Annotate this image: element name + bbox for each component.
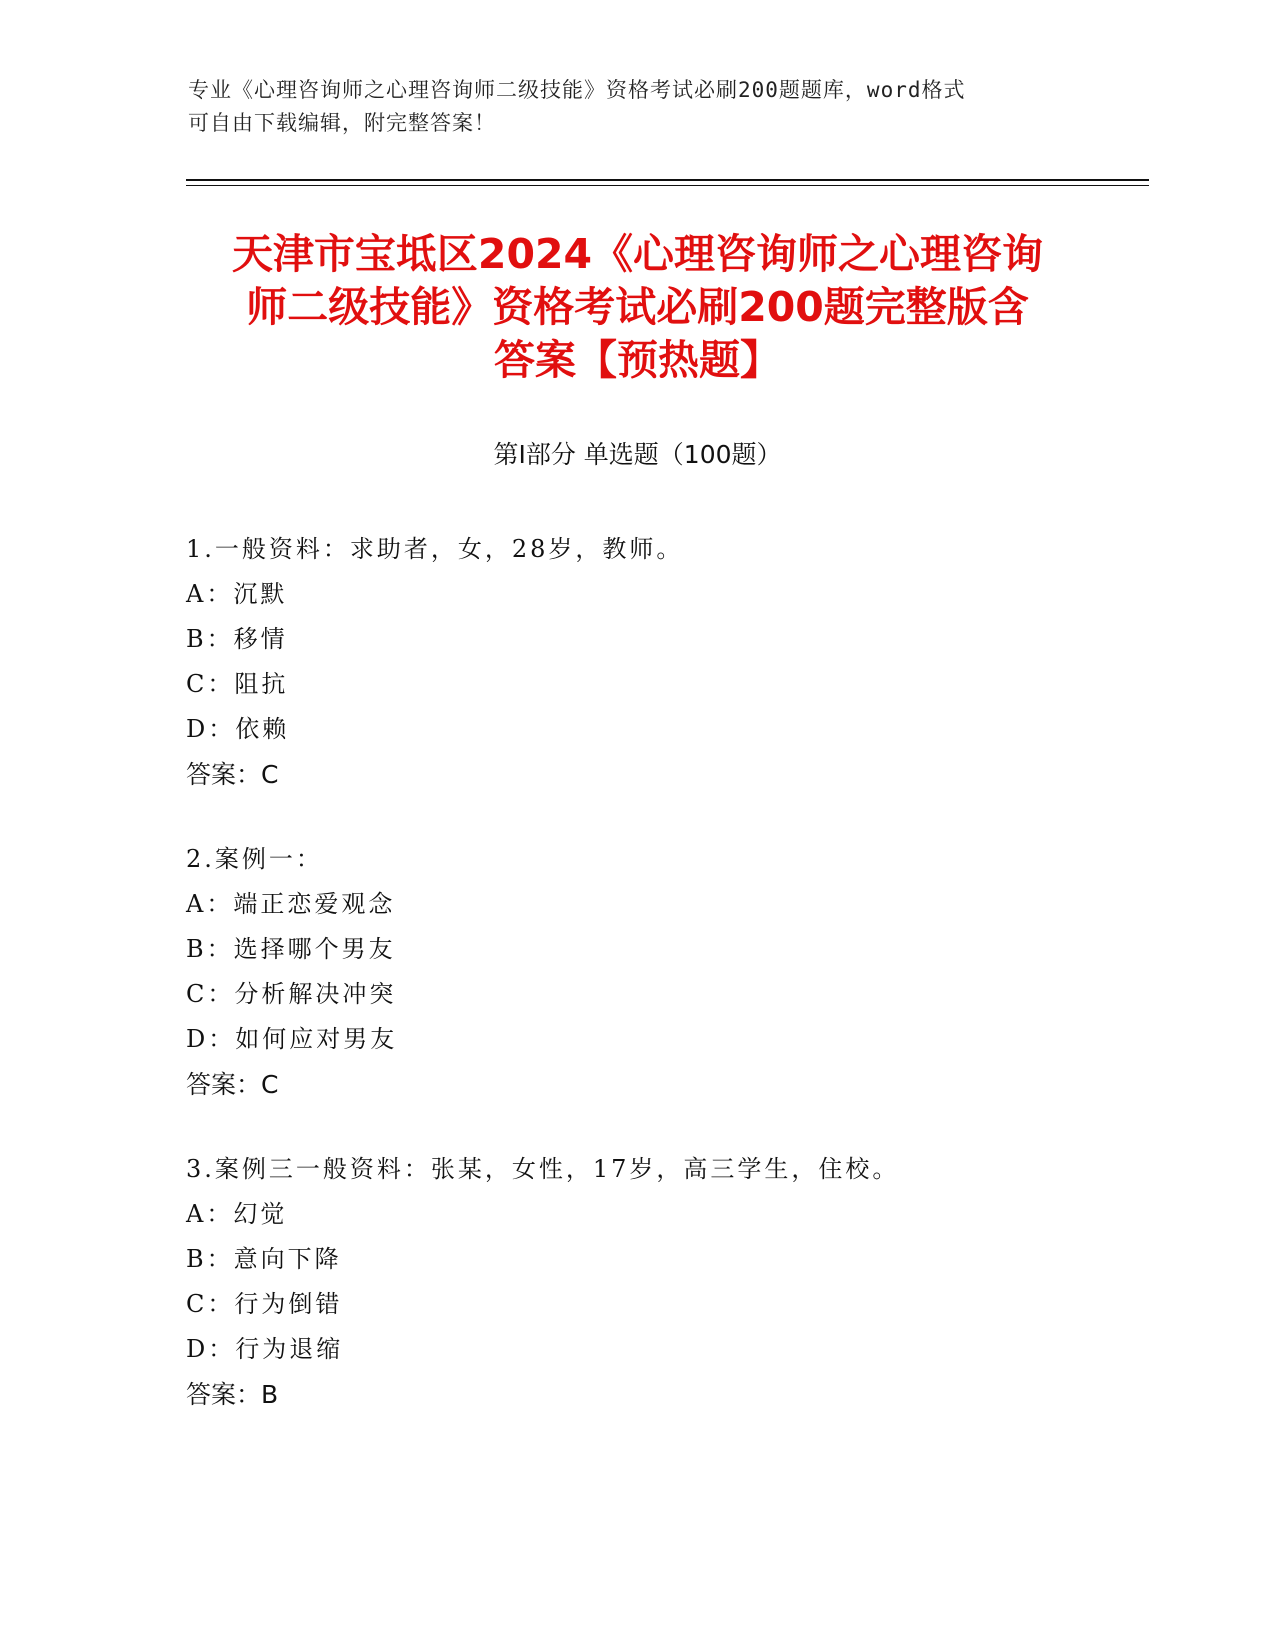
question-2 xyxy=(186,837,1146,1107)
header-note-line-2: 可自由下载编辑，附完整答案！ xyxy=(188,111,496,135)
question-1 xyxy=(186,527,1146,797)
question-stem: 1.一般资料：求助者，女，28岁，教师。 xyxy=(186,535,684,563)
header-note xyxy=(188,74,1088,140)
option-a: A：端正恋爱观念 xyxy=(186,890,396,918)
option-a: A：幻觉 xyxy=(186,1200,288,1228)
option-c: C：分析解决冲突 xyxy=(186,980,397,1008)
option-c: C：行为倒错 xyxy=(186,1290,343,1318)
header-divider-thin xyxy=(186,185,1149,186)
answer: 答案：B xyxy=(186,1380,279,1409)
question-3 xyxy=(186,1147,1146,1417)
header-note-line-1: 专业《心理咨询师之心理咨询师二级技能》资格考试必刷200题题库，word格式 xyxy=(188,78,966,102)
option-d: D：依赖 xyxy=(186,715,290,743)
header-divider-thick xyxy=(186,179,1149,181)
question-list xyxy=(186,527,1146,1457)
document-title-line-1: 天津市宝坻区2024《心理咨询师之心理咨询 xyxy=(231,230,1044,278)
option-b: B：意向下降 xyxy=(186,1245,342,1273)
document-title-line-3: 答案【预热题】 xyxy=(494,336,781,384)
section-heading: 第Ⅰ部分 单选题（100题） xyxy=(493,440,782,469)
option-b: B：移情 xyxy=(186,625,288,653)
option-b: B：选择哪个男友 xyxy=(186,935,396,963)
option-d: D：如何应对男友 xyxy=(186,1025,398,1053)
option-d: D：行为退缩 xyxy=(186,1335,344,1363)
option-c: C：阻抗 xyxy=(186,670,289,698)
answer: 答案：C xyxy=(186,1070,279,1099)
document-title xyxy=(180,228,1095,387)
document-title-line-2: 师二级技能》资格考试必刷200题完整版含 xyxy=(246,283,1029,331)
answer: 答案：C xyxy=(186,760,279,789)
question-stem: 3.案例三一般资料：张某，女性，17岁，高三学生，住校。 xyxy=(186,1155,900,1183)
question-stem: 2.案例一： xyxy=(186,845,323,873)
option-a: A：沉默 xyxy=(186,580,288,608)
